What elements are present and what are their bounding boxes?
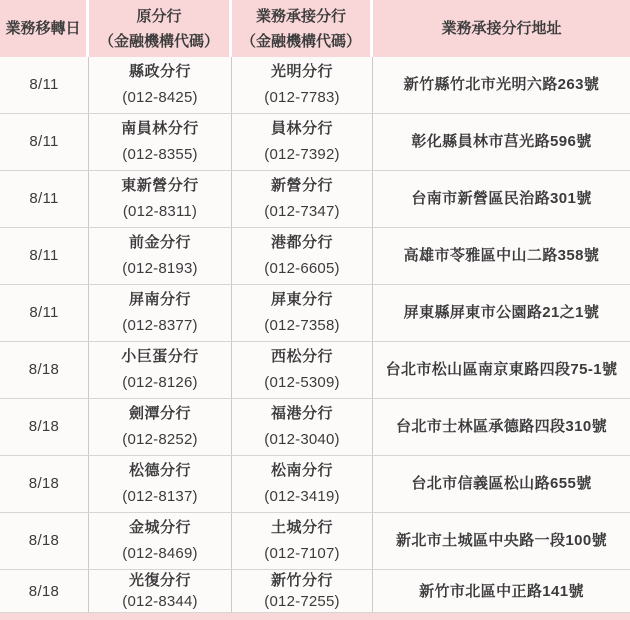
column-header-receiving-branch [232, 0, 373, 57]
receiving-branch-name: 福港分行 [270, 405, 333, 422]
original-branch-code: (012-8252) [122, 431, 198, 448]
original-branch-name: 光復分行 [128, 572, 191, 589]
transfer-date-value: 8/11 [29, 76, 59, 93]
column-header-label: 業務承接分行地址 [441, 20, 562, 37]
receiving-branch-cell [232, 57, 373, 113]
receiving-branch-cell [232, 285, 373, 341]
receiving-branch-address-cell [373, 228, 630, 284]
original-branch-code: (012-8469) [122, 545, 198, 562]
transfer-date-cell [0, 570, 89, 612]
receiving-branch-name: 新營分行 [270, 177, 333, 194]
transfer-date-value: 8/11 [29, 247, 59, 264]
transfer-date-cell [0, 399, 89, 455]
original-branch-cell [89, 228, 232, 284]
transfer-date-cell [0, 342, 89, 398]
table-row [0, 228, 630, 285]
original-branch-code: (012-8355) [122, 146, 198, 163]
receiving-branch-name: 西松分行 [270, 348, 333, 365]
receiving-branch-address-cell [373, 570, 630, 612]
receiving-branch-address-cell [373, 57, 630, 113]
receiving-branch-address: 高雄市苓雅區中山二路358號 [403, 247, 600, 264]
receiving-branch-name: 屏東分行 [270, 291, 333, 308]
receiving-branch-address: 台北市信義區松山路655號 [411, 475, 592, 492]
receiving-branch-address: 新北市土城區中央路一段100號 [395, 532, 608, 549]
receiving-branch-cell [232, 513, 373, 569]
receiving-branch-code: (012-7347) [264, 203, 340, 220]
receiving-branch-name: 港都分行 [270, 234, 333, 251]
receiving-branch-address-cell [373, 456, 630, 512]
transfer-date-cell [0, 57, 89, 113]
original-branch-cell [89, 57, 232, 113]
transfer-date-value: 8/11 [29, 304, 59, 321]
receiving-branch-code: (012-7392) [264, 146, 340, 163]
transfer-date-value: 8/18 [28, 418, 60, 435]
original-branch-code: (012-8344) [122, 593, 198, 610]
table-row [0, 513, 630, 570]
original-branch-name: 金城分行 [128, 519, 191, 536]
receiving-branch-address-cell [373, 171, 630, 227]
original-branch-code: (012-8377) [122, 317, 198, 334]
original-branch-name: 屏南分行 [128, 291, 191, 308]
next-section-header-strip [0, 613, 630, 620]
receiving-branch-code: (012-6605) [264, 260, 340, 277]
table-row [0, 171, 630, 228]
table-row [0, 114, 630, 171]
column-header-label: 業務承接分行 [255, 7, 346, 25]
transfer-date-cell [0, 513, 89, 569]
original-branch-cell [89, 342, 232, 398]
receiving-branch-code: (012-7107) [264, 545, 340, 562]
receiving-branch-address: 台北市松山區南京東路四段75-1號 [385, 361, 618, 378]
receiving-branch-name: 員林分行 [270, 120, 333, 137]
receiving-branch-code: (012-3040) [264, 431, 340, 448]
column-header-label: 原分行 [136, 7, 182, 25]
transfer-date-cell [0, 228, 89, 284]
column-header-receiving-address [373, 0, 630, 57]
original-branch-cell [89, 285, 232, 341]
receiving-branch-address: 新竹市北區中正路141號 [419, 582, 584, 600]
original-branch-code: (012-8126) [122, 374, 198, 391]
table-row [0, 570, 630, 613]
column-header-label: 業務移轉日 [5, 20, 81, 37]
original-branch-cell [89, 114, 232, 170]
table-header-row [0, 0, 630, 57]
receiving-branch-cell [232, 456, 373, 512]
receiving-branch-cell [232, 114, 373, 170]
transfer-date-value: 8/11 [29, 190, 59, 207]
receiving-branch-cell [232, 570, 373, 612]
receiving-branch-address: 彰化縣員林市莒光路596號 [411, 133, 592, 150]
column-header-transfer-date [0, 0, 89, 57]
receiving-branch-address-cell [373, 342, 630, 398]
original-branch-name: 東新營分行 [121, 177, 199, 194]
original-branch-code: (012-8311) [122, 203, 198, 220]
receiving-branch-name: 光明分行 [270, 63, 333, 80]
original-branch-name: 松德分行 [128, 462, 191, 479]
transfer-date-cell [0, 171, 89, 227]
transfer-date-cell [0, 456, 89, 512]
receiving-branch-cell [232, 342, 373, 398]
receiving-branch-code: (012-5309) [264, 374, 340, 391]
original-branch-cell [89, 570, 232, 612]
receiving-branch-cell [232, 171, 373, 227]
receiving-branch-address: 新竹縣竹北市光明六路263號 [403, 76, 600, 93]
receiving-branch-address-cell [373, 399, 630, 455]
receiving-branch-name: 土城分行 [270, 519, 333, 536]
table-row [0, 456, 630, 513]
receiving-branch-code: (012-3419) [264, 488, 340, 505]
receiving-branch-code: (012-7358) [264, 317, 340, 334]
original-branch-cell [89, 513, 232, 569]
receiving-branch-code: (012-7783) [264, 89, 340, 106]
original-branch-cell [89, 456, 232, 512]
original-branch-name: 小巨蛋分行 [121, 348, 199, 365]
receiving-branch-address: 台北市士林區承德路四段310號 [395, 418, 608, 435]
receiving-branch-name: 新竹分行 [270, 572, 333, 589]
original-branch-code: (012-8193) [122, 260, 198, 277]
table-row [0, 285, 630, 342]
transfer-date-value: 8/18 [28, 475, 60, 492]
receiving-branch-address-cell [373, 513, 630, 569]
table-row [0, 57, 630, 114]
column-header-sublabel: （金融機構代碼） [240, 32, 361, 50]
transfer-date-cell [0, 285, 89, 341]
original-branch-name: 前金分行 [128, 234, 191, 251]
table-body [0, 57, 630, 613]
receiving-branch-address-cell [373, 285, 630, 341]
transfer-date-value: 8/18 [28, 582, 60, 600]
receiving-branch-cell [232, 228, 373, 284]
original-branch-name: 劍潭分行 [128, 405, 191, 422]
transfer-date-cell [0, 114, 89, 170]
original-branch-code: (012-8425) [122, 89, 198, 106]
table-row [0, 399, 630, 456]
transfer-date-value: 8/18 [28, 532, 60, 549]
receiving-branch-address: 屏東縣屏東市公園路21之1號 [403, 304, 600, 321]
receiving-branch-name: 松南分行 [270, 462, 333, 479]
transfer-date-value: 8/18 [28, 361, 60, 378]
original-branch-cell [89, 399, 232, 455]
original-branch-name: 南員林分行 [121, 120, 199, 137]
original-branch-code: (012-8137) [122, 488, 198, 505]
original-branch-cell [89, 171, 232, 227]
column-header-original-branch [89, 0, 232, 57]
receiving-branch-address-cell [373, 114, 630, 170]
receiving-branch-cell [232, 399, 373, 455]
table-row [0, 342, 630, 399]
receiving-branch-code: (012-7255) [264, 593, 340, 610]
receiving-branch-address: 台南市新營區民治路301號 [411, 190, 592, 207]
transfer-date-value: 8/11 [29, 133, 59, 150]
original-branch-name: 縣政分行 [128, 63, 191, 80]
column-header-sublabel: （金融機構代碼） [98, 32, 219, 50]
